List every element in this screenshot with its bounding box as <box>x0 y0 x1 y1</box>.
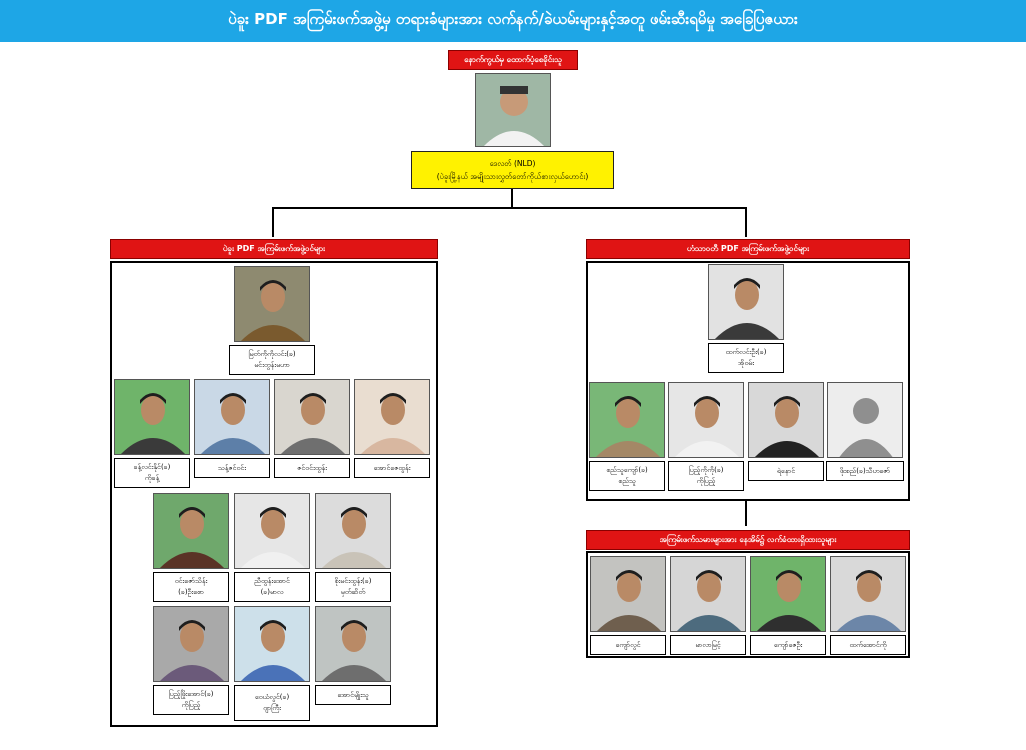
member-name: ခန့်လင်းနိုင်(ခ) <box>133 463 171 471</box>
member-photo <box>589 382 665 458</box>
member-name: ကျော်ဇေဦး <box>773 640 803 649</box>
member-alias: မင်းတွန်းမဟာ <box>254 361 290 369</box>
connector-stem <box>511 189 513 208</box>
member-photo <box>354 379 430 455</box>
member-name: ညီထွန်းအောင် <box>254 577 290 585</box>
member-photo <box>153 606 229 682</box>
leader-desc: (ပဲခူးမြို့နယ် အမျိုးသားလွှတ်တော်ကိုယ်စားလှယ်ဟောင်း) <box>436 172 589 181</box>
member-caption <box>589 461 665 491</box>
member-alias: (ခ)မာလ <box>260 588 284 596</box>
connector-right <box>745 207 747 237</box>
member-caption <box>750 635 826 655</box>
member-photo <box>114 379 190 455</box>
member-photo <box>708 264 784 340</box>
member-caption <box>590 635 666 655</box>
member-caption <box>114 458 190 488</box>
member-caption <box>229 345 315 375</box>
member-caption <box>830 635 906 655</box>
leader-box <box>411 151 614 189</box>
member-photo <box>153 493 229 569</box>
member-photo <box>668 382 744 458</box>
leader-name: ဒေလတ် (NLD) <box>489 159 536 168</box>
member-caption <box>315 685 391 705</box>
member-name: ဝေယံလွင်(ခ) <box>254 693 290 701</box>
member-caption <box>708 343 784 373</box>
member-photo <box>274 379 350 455</box>
leader-photo <box>475 73 551 147</box>
connector-right-down <box>745 500 747 526</box>
member-photo <box>748 382 824 458</box>
member-name: စိုးမင်းထွန်း(ခ) <box>334 577 372 585</box>
member-caption <box>234 572 310 602</box>
member-photo <box>234 493 310 569</box>
member-caption <box>748 461 824 481</box>
member-photo <box>315 493 391 569</box>
member-caption <box>670 635 746 655</box>
member-alias: အိုဝမ်း <box>737 359 755 367</box>
left-group-label: ပဲခူး PDF အကြမ်းဖက်အဖွဲ့ဝင်များ <box>110 239 438 259</box>
member-photo <box>234 606 310 682</box>
member-alias: မှတ်ဆိတ် <box>340 588 366 596</box>
member-photo <box>194 379 270 455</box>
member-name: စည်သူကျော်(ခ) <box>606 466 648 474</box>
member-name: သန့်ဇင်ဝင်း <box>217 463 247 472</box>
member-name: ထက်အောင်ကို <box>849 640 887 649</box>
member-name: မြတ်ကိုကိုလင်း(ခ) <box>248 350 296 358</box>
member-caption <box>194 458 270 478</box>
connector-left <box>272 207 274 237</box>
member-caption <box>274 458 350 478</box>
member-name: ရဲနောင် <box>776 466 796 475</box>
member-alias: ဂျာကြီး <box>263 704 281 712</box>
member-name: အောင်ဇေထွန်း <box>373 463 411 472</box>
member-name: မာလာမြင့် <box>695 640 721 649</box>
member-name: ပြည့်ကိုကို(ခ) <box>688 466 724 474</box>
member-alias: (ခ)ဦးစော <box>178 588 204 596</box>
member-photo <box>590 556 666 632</box>
member-caption <box>668 461 744 491</box>
page-title: ပဲခူး PDF အကြမ်းဖက်အဖွဲ့မှ တရားခံများအား လက်နက်/ခဲယမ်းများနှင့်အတူ ဖမ်းဆီးရမိမှု အခြေပြဇယား <box>0 0 1026 42</box>
member-name: ဇင်ဝင်းထွန်း <box>297 463 327 472</box>
member-photo <box>315 606 391 682</box>
member-photo <box>750 556 826 632</box>
member-photo <box>234 266 310 342</box>
member-photo <box>830 556 906 632</box>
member-alias: ကိုပြည့် <box>696 477 716 485</box>
member-caption <box>354 458 430 478</box>
member-name: ကျော်လွင် <box>615 640 641 649</box>
member-caption <box>153 685 229 715</box>
member-alias: ကိုပြည့် <box>181 701 201 709</box>
right-group-label: ဟံသာဝတီ PDF အကြမ်းဖက်အဖွဲ့ဝင်များ <box>586 239 910 259</box>
placeholder-silhouette-photo <box>827 382 903 458</box>
member-name: ထက်လင်းဦး(ခ) <box>725 348 767 356</box>
member-alias: ကိုခန့် <box>144 474 160 482</box>
member-caption <box>153 572 229 602</box>
member-name: ပြည့်ဖြိုးအောင်(ခ) <box>168 690 214 698</box>
member-alias: စည်သူ <box>618 477 636 485</box>
member-photo <box>670 556 746 632</box>
leader-label: နောက်ကွယ်မှ ထောက်ပံ့စေခိုင်းသူ <box>448 50 578 70</box>
member-caption <box>315 572 391 602</box>
member-name: ဖိုးစည်(ခ)သီဟဇော် <box>839 466 891 475</box>
member-caption <box>234 685 310 721</box>
connector-horizontal <box>272 207 747 209</box>
member-caption <box>826 461 904 481</box>
bottom-group-label: အကြမ်းဖက်သမားများအား နေအိမ်၌ လက်ခံထားရှိထားသူများ <box>586 530 910 550</box>
member-name: ဝင်းဇော်သိန်း <box>174 577 208 585</box>
member-name: အောင်မျိုးသူ <box>337 690 369 699</box>
